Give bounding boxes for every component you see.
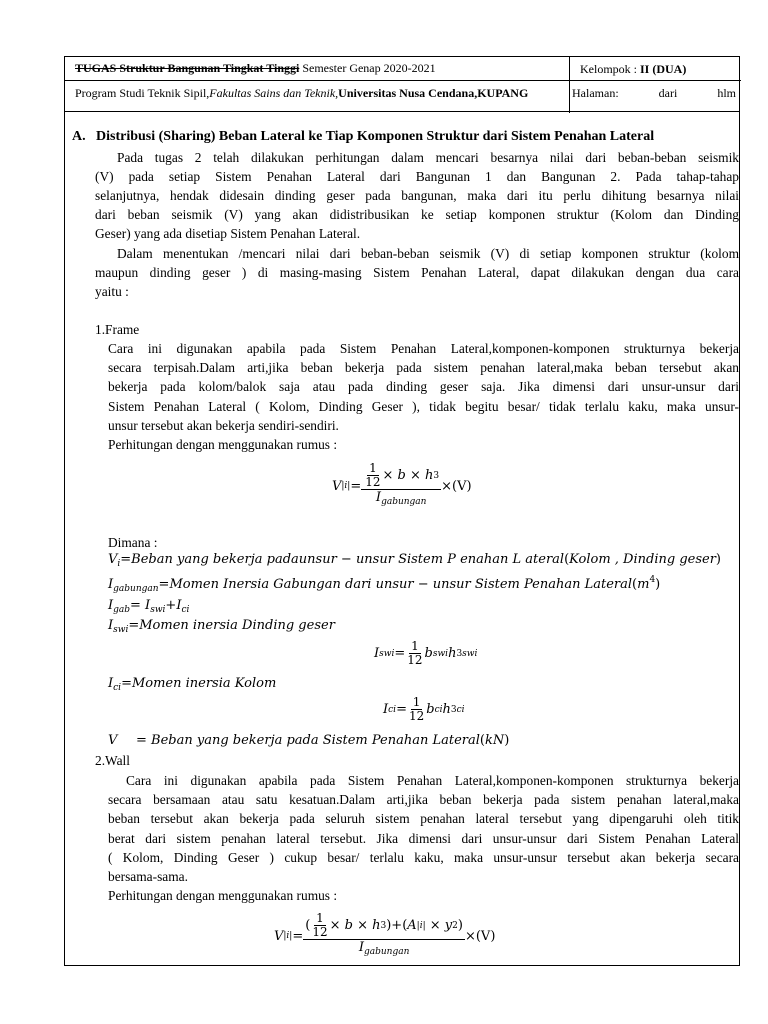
frame-line-4 xyxy=(108,398,739,416)
intro-text-2: (V) pada setiap Sistem Penahan Lateral dari Bangunan 1 dan Bangunan 2. Pada tahap-tahap xyxy=(95,169,739,184)
def-iswi-text: =Momen inersia Dinding geser xyxy=(128,618,335,633)
wall-cube: 3 xyxy=(380,920,387,931)
course-title: TUGAS Struktur Bangunan Tingkat Tinggi xyxy=(75,61,300,75)
wall-line-2 xyxy=(108,791,739,809)
section-title-text: Distribusi (Sharing) Beban Lateral ke Tiap Komponen Struktur dari Sistem Penahan Lateral xyxy=(96,129,655,144)
intro-line-2 xyxy=(95,168,739,186)
wall-denominator xyxy=(357,940,412,960)
ici-h-sub: ci xyxy=(456,704,465,715)
intro-line-3 xyxy=(95,187,739,205)
intro-text-6: Dalam menentukan /mencari nilai dari beban-beban seismik (V) di setiap komponen struktur (kolom xyxy=(117,246,739,261)
iswi-b-sub: swi xyxy=(432,648,449,659)
intro-line-1-text xyxy=(117,149,739,167)
university-text: Universitas Nusa Cendana,KUPANG xyxy=(338,86,529,100)
cube-exp: 3 xyxy=(433,470,440,481)
ici-formula: I ci = $\frac{1}{12}$ b ci h 3 ci xyxy=(383,695,465,723)
iswi-formula: I swi = $\frac{1}{12}$ b swi h 3 swi xyxy=(374,639,478,667)
def-ig-text: =Momen Inersia Gabungan dari unsur − unsur Sistem Penahan Lateral xyxy=(158,577,633,592)
times-v: ×(V) xyxy=(441,478,472,494)
ici-fraction xyxy=(407,696,426,723)
wall-v-sub: |i| xyxy=(283,931,293,941)
iswi-sub: swi xyxy=(379,648,395,659)
frame-formula xyxy=(332,462,472,510)
wall-den-gabungan: gabungan xyxy=(363,947,410,957)
def-ig-unit: m xyxy=(637,577,650,592)
intro-text-4: dari beban seismik (V) yang akan didistribusikan ke setiap komponen struktur (Kolom dan Dinding xyxy=(95,207,739,222)
ici-h-exp: 3 xyxy=(450,704,457,715)
def-iswi-symbol: I xyxy=(108,618,114,633)
semester-text: Semester Genap 2020-2021 xyxy=(299,61,436,75)
ici-h: h xyxy=(442,702,451,717)
def-igab-swi: swi xyxy=(150,605,166,615)
frac-twelve: 12 xyxy=(365,475,381,489)
iswi-h-exp: 3 xyxy=(456,648,463,659)
ici-i: I xyxy=(383,702,389,717)
def-ici xyxy=(108,676,276,693)
wall-times-v: ×(V) xyxy=(464,928,496,944)
intro-line-4 xyxy=(95,206,739,224)
wall-one-twelfth xyxy=(310,912,329,939)
intro-text-1: Pada tugas 2 telah dilakukan perhitungan dalam mencari besarnya nilai dari beban-beban seismik xyxy=(117,150,739,165)
wall-frac-one: 1 xyxy=(316,911,324,925)
def-igabungan: $I_{gabungan}=Momen$ Inersia Gabungan dari unsur − unsur Sistem Penahan $Lateral(m^4)$ xyxy=(108,575,661,594)
wall-line-4 xyxy=(108,830,739,848)
formula-main-fraction xyxy=(361,462,441,510)
wall-line-1 xyxy=(126,772,739,790)
section-title xyxy=(72,128,654,146)
iswi-twelve: 12 xyxy=(407,653,423,667)
frame-line-1 xyxy=(108,340,739,358)
wall-a: A xyxy=(407,917,417,933)
def-ig-symbol: I xyxy=(108,577,114,592)
frame-heading: 1.Frame xyxy=(95,322,140,337)
page-cell xyxy=(572,86,736,101)
page-label: Halaman: xyxy=(572,86,619,100)
one-twelfth-fraction xyxy=(363,462,382,489)
intro-text-3: selanjutnya, hendak didesain dinding geser pada bangunan, maka dari itu perlu dihitung besarnya nilai xyxy=(95,188,739,203)
wall-frac-twelve: 12 xyxy=(312,925,328,939)
program-cell xyxy=(75,86,528,101)
def-igab: $I_{gab}= I_{swi}+I_{ci}$ xyxy=(108,598,190,615)
wall-text-2: secara bersamaan atau satu kesatuan.Dalam arti,jika beban bekerja pada sistem penahan lateral,maka xyxy=(108,792,739,807)
intro-text-8: yaitu : xyxy=(95,284,129,299)
wall-line-6: bersama-sama. xyxy=(108,869,188,884)
frame-line-2 xyxy=(108,359,739,377)
ici-b: b xyxy=(426,702,435,717)
section-letter: A. xyxy=(72,129,86,144)
def-iswi-sub: swi xyxy=(113,625,129,635)
def-iswi xyxy=(108,618,335,635)
wall-numerator: ( $\frac{1}{12}$ × b × h 3 )+( A |i| × y 2 ) xyxy=(305,911,463,939)
def-ig-exp: 4 xyxy=(649,575,656,585)
intro-line-8 xyxy=(95,283,129,301)
def-igab-eq: = I xyxy=(130,598,151,613)
def-ig-sub: gabungan xyxy=(113,584,159,594)
course-cell xyxy=(75,61,436,76)
def-vi-paren: Kolom , Dinding geser xyxy=(569,552,716,567)
iswi-i: I xyxy=(374,646,380,661)
def-v-unit: kN xyxy=(484,733,505,748)
frame-text-1: Cara ini digunakan apabila pada Sistem Penahan Lateral,komponen-komponen strukturnya bekerja xyxy=(108,341,739,356)
header-divider-horizontal xyxy=(65,80,741,81)
intro-line-6 xyxy=(117,245,739,263)
intro-line-1 xyxy=(117,149,739,167)
formula-v-sub: |i| xyxy=(341,481,351,491)
iswi-h-sub: swi xyxy=(462,648,478,659)
formula-equals: = xyxy=(350,478,362,494)
frame-line-5: unsur tersebut akan bekerja sendiri-sendiri. xyxy=(108,418,339,433)
wall-a-sub: |i| xyxy=(416,920,426,931)
group-cell xyxy=(580,62,686,77)
where-label: Dimana : xyxy=(108,535,158,550)
iswi-b: b xyxy=(424,646,433,661)
iswi-one: 1 xyxy=(411,639,419,653)
def-ici-sub: ci xyxy=(113,683,122,693)
frame-text-2: secara terpisah.Dalam arti,jika beban bekerja pada sistem penahan lateral,maka beban tersebut akan xyxy=(108,360,739,375)
intro-line-5 xyxy=(95,225,360,243)
wall-v: V xyxy=(274,928,284,944)
def-v-symbol: V xyxy=(108,733,118,748)
wall-text-1: Cara ini digunakan apabila pada Sistem Penahan Lateral,komponen-komponen strukturnya bekerja xyxy=(126,773,739,788)
def-vi-symbol: V xyxy=(108,552,118,567)
header-table xyxy=(64,56,740,112)
wall-den-i: I xyxy=(358,940,364,955)
def-v: V = Beban yang bekerja pada Sistem Penahan Lateral(kN) xyxy=(108,733,510,748)
def-igab-symbol: I xyxy=(108,598,114,613)
def-ici-text: =Momen inersia Kolom xyxy=(121,676,277,691)
def-igab-i2: I xyxy=(176,598,182,613)
wall-text-4: berat dari sistem penahan lateral tersebut. Jika dimensi dari unsur-unsur dari Sistem Penahan Lateral xyxy=(108,831,739,846)
ici-b-sub: ci xyxy=(434,704,443,715)
group-label: Kelompok : xyxy=(580,62,640,76)
ici-one: 1 xyxy=(412,695,421,709)
wall-text-5: ( Kolom, Dinding Geser ) cukup besar/ terlalu kaku, maka unsur-unsur tersebut akan bekerja secara xyxy=(108,850,739,865)
wall-main-fraction xyxy=(303,912,465,960)
faculty-text: Fakultas Sains dan Teknik, xyxy=(209,86,339,100)
def-vi-text: =Beban yang bekerja padaunsur − unsur Sistem P enahan L ateral xyxy=(120,552,565,567)
formula-v: V xyxy=(332,478,342,494)
wall-times-b-h: × b × h xyxy=(329,917,381,933)
wall-line-3 xyxy=(108,810,739,828)
frame-text-4: Sistem Penahan Lateral ( Kolom, Dinding Geser ), tidak begitu besar/ tidak terlalu kaku, maka unsur- xyxy=(108,399,739,414)
formula-numerator xyxy=(361,462,441,490)
ici-twelve: 12 xyxy=(408,709,425,723)
wall-y: y xyxy=(444,917,453,933)
def-ici-symbol: I xyxy=(108,676,114,691)
den-i: I xyxy=(375,490,382,505)
def-igab-sub: gab xyxy=(113,605,131,615)
intro-text-7: maupun dinding geser ) di masing-masing Sistem Penahan Lateral, dapat dilakukan dengan dua cara xyxy=(95,265,739,280)
frame-line-6: Perhitungan dengan menggunakan rumus : xyxy=(108,437,338,452)
wall-line-5 xyxy=(108,849,739,867)
def-v-text: = Beban yang bekerja pada Sistem Penahan Lateral xyxy=(136,733,480,748)
formula-denominator xyxy=(374,490,429,510)
ici-sub: ci xyxy=(388,704,397,715)
header-divider-vertical xyxy=(569,57,570,113)
times-b-h: × b × h xyxy=(382,467,434,483)
frame-text-3: bekerja pada kolom/balok saja atau pada dinding geser saja. Jika dimensi dari unsur-unsur dari xyxy=(108,379,739,394)
def-vi: $V_i=Beban$ yang bekerja padaunsur − unsur Sistem P enahan L ateral(Kolom , Dinding geser) xyxy=(108,552,721,569)
def-igab-ci: ci xyxy=(181,605,190,615)
iswi-h: h xyxy=(448,646,457,661)
intro-text-5: Geser) yang ada disetiap Sistem Penahan Lateral. xyxy=(95,226,361,241)
iswi-fraction xyxy=(405,640,424,667)
wall-formula: V |i| = ( $\frac{1}{12}$ × b × h 3 )+( A |i| × y 2 ) $I_{gabungan}$ ×(V) xyxy=(274,912,495,960)
page-unit: hlm xyxy=(717,86,736,100)
intro-line-7 xyxy=(95,264,739,282)
page-of: dari xyxy=(658,86,678,100)
den-gabungan: gabungan xyxy=(381,497,427,507)
wall-heading: 2.Wall xyxy=(95,753,130,768)
wall-formula-label: Perhitungan dengan menggunakan rumus : xyxy=(108,888,338,903)
wall-y-exp: 2 xyxy=(452,920,458,931)
frame-line-3 xyxy=(108,378,739,396)
frac-one: 1 xyxy=(369,461,377,475)
program-text: Program Studi Teknik Sipil, xyxy=(75,86,210,100)
group-value: II (DUA) xyxy=(640,62,687,76)
wall-text-3: beban tersebut akan bekerja pada seluruh sistem penahan lateral tersebut yang dipengaruhi oleh titik xyxy=(108,811,739,826)
